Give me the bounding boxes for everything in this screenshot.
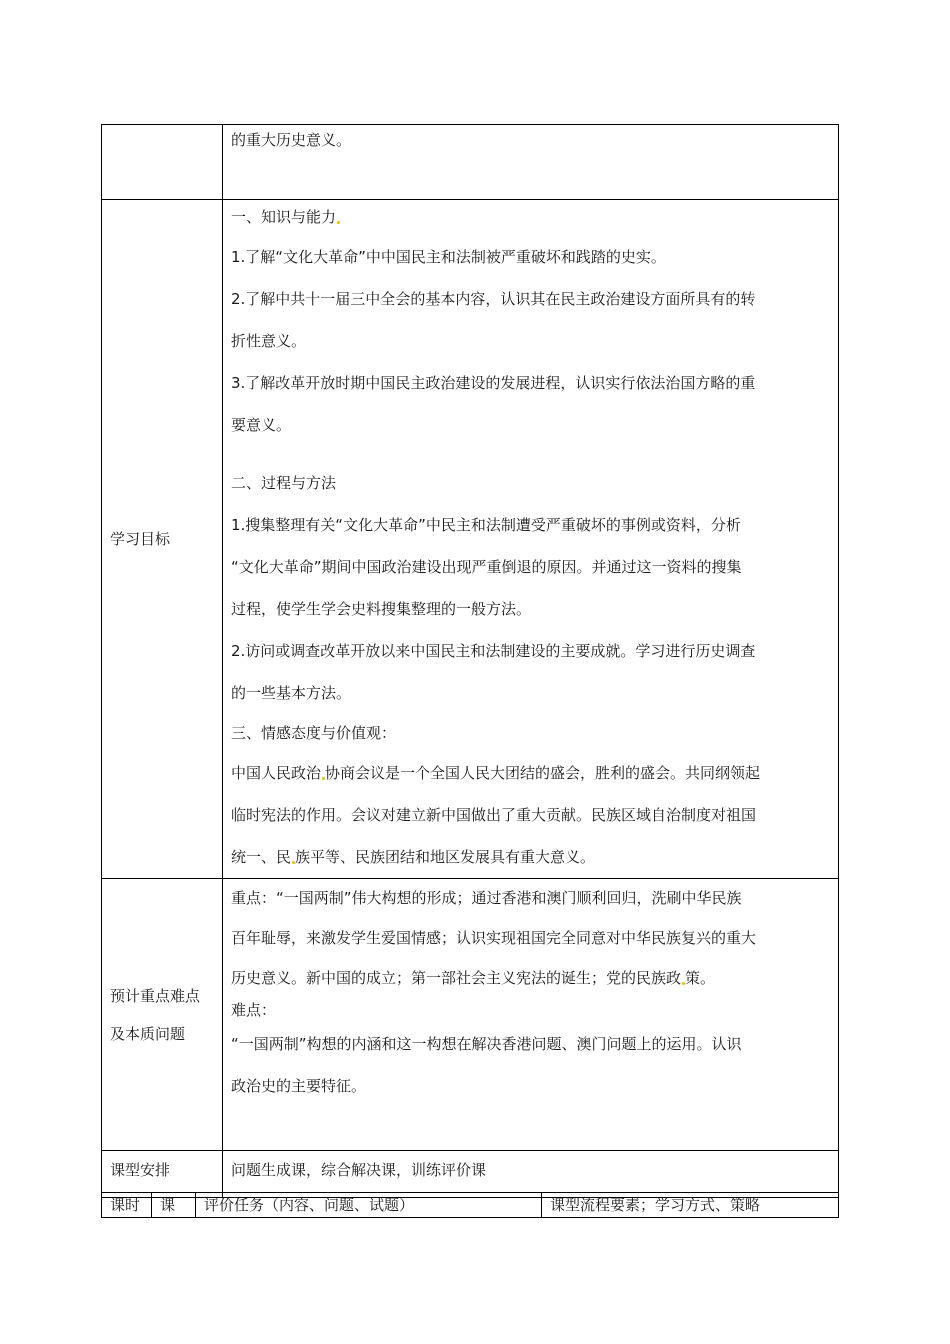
intro-line: 的重大历史意义。	[231, 131, 352, 149]
values-line	[231, 836, 830, 878]
keypoints-content	[223, 879, 839, 1151]
intro-content	[223, 125, 839, 200]
keypoints-label-line: 预计重点难点	[110, 986, 201, 1005]
keypoints-row	[102, 879, 839, 1151]
process-line: 2.访问或调查改革开放以来中国民主和法制建设的主要成就。学习进行历史调查	[231, 642, 756, 660]
keypoint-line: 百年耻辱，来激发学生爱国情感；认识实现祖国完全同意对中华民族复兴的重大	[231, 929, 757, 947]
header-process-elements: 课型流程要素；学习方式、策略	[542, 1193, 839, 1218]
difficulty-line: 政治史的主要特征。	[231, 1077, 367, 1095]
values-line	[231, 752, 830, 794]
values-line-part: 族平等、民族团结和地区发展具有重大意义。	[295, 848, 596, 866]
section-gap	[231, 446, 830, 462]
keypoint-line	[231, 959, 830, 997]
course-type-label: 课型安排	[102, 1151, 223, 1198]
keypoints-label-line: 及本质问题	[110, 1024, 186, 1043]
process-line: 1.搜集整理有关“文化大革命”中民主和法制遭受严重破坏的事例或资料，分析	[231, 516, 741, 534]
schedule-header-table	[101, 1192, 839, 1218]
process-line: 过程，使学生学会史料搜集整理的一般方法。	[231, 600, 532, 618]
objective-line: 折性意义。	[231, 332, 307, 350]
section-values-title: 三、情感态度与价值观：	[231, 724, 397, 742]
difficulty-line: “一国两制”构想的内涵和这一构想在解决香港问题、澳门问题上的运用。认识	[231, 1035, 742, 1053]
schedule-header-row	[102, 1193, 839, 1218]
section-knowledge-title	[231, 198, 830, 236]
intro-label	[102, 125, 223, 200]
course-type-row	[102, 1151, 839, 1198]
lesson-plan-table	[101, 124, 839, 1198]
objective-line: 2.了解中共十一届三中全会的基本内容，认识其在民主政治建设方面所具有的转	[231, 290, 756, 308]
header-lesson: 课	[152, 1193, 196, 1218]
objectives-label: 学习目标	[102, 200, 223, 879]
intro-row	[102, 125, 839, 200]
course-type-value: 问题生成课，综合解决课，训练评价课	[231, 1161, 487, 1179]
objectives-row	[102, 200, 839, 879]
section-process-title: 二、过程与方法	[231, 474, 337, 492]
values-line-part: 中国人民政治	[231, 764, 322, 782]
header-period: 课时	[102, 1193, 152, 1218]
objective-line: 3.了解改革开放时期中国民主政治建设的发展进程，认识实行依法治国方略的重	[231, 374, 756, 392]
marker-dot	[337, 221, 340, 224]
difficulty-title: 难点：	[231, 1001, 277, 1019]
keypoint-line: 重点：“一国两制”伟大构想的形成；通过香港和澳门顺利回归，洗刷中华民族	[231, 889, 742, 907]
objectives-content	[223, 200, 839, 879]
values-line-part: 协商会议是一个全国人民大团结的盛会，胜利的盛会。共同纲领起	[325, 764, 761, 782]
header-evaluation-task: 评价任务（内容、问题、试题）	[196, 1193, 542, 1218]
section-knowledge-title-text: 一、知识与能力	[231, 208, 337, 226]
keypoints-label	[102, 879, 223, 1151]
process-line: “文化大革命”期间中国政治建设出现严重倒退的原因。并通过这一资料的搜集	[231, 558, 742, 576]
objective-line: 1.了解“文化大革命”中中国民主和法制被严重破坏和践踏的史实。	[231, 248, 666, 266]
keypoint-line-part: 策。	[685, 969, 716, 987]
values-line: 临时宪法的作用。会议对建立新中国做出了重大贡献。民族区域自治制度对祖国	[231, 806, 757, 824]
keypoint-line-part: 历史意义。新中国的成立；第一部社会主义宪法的诞生；党的民族政	[231, 969, 682, 987]
values-line-part: 统一、民	[231, 848, 292, 866]
course-type-content	[223, 1151, 839, 1198]
process-line: 的一些基本方法。	[231, 684, 352, 702]
objective-line: 要意义。	[231, 416, 292, 434]
